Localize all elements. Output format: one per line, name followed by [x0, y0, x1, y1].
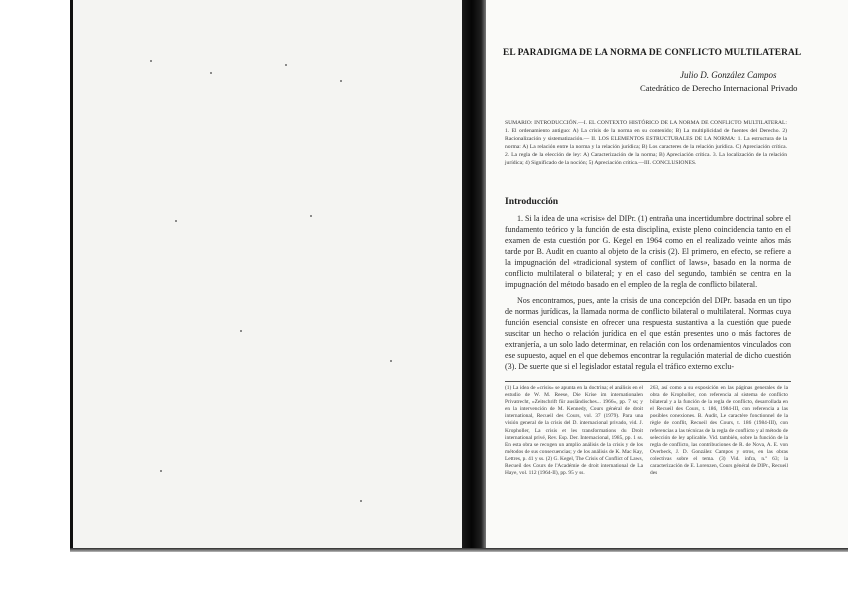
- author-name: Julio D. González Campos: [680, 70, 777, 80]
- article-title: EL PARADIGMA DE LA NORMA DE CONFLICTO MULTILATERAL: [503, 48, 802, 58]
- show-through-speck: [310, 215, 312, 217]
- body-paragraph: 1. Si la idea de una «crisis» del DIPr. (1) entraña una incertidumbre doctrinal sobre el fundamento teórico y la función de esta disciplina, existe pleno coincidencia tanto en el examen de esta cuestión por G. Kegel en 1964 como en el realizado veinte años más tarde por B. Audit en cuanto al objeto de la crisis (2). El primero, en efecto, se refiere a la impugnación del «tradicional system of conflict of laws», basado en la norma de conflicto multilateral o bilateral; y en el caso del segundo, también se centra en la impugnación del método basado en el empleo de la regla de conflicto bilateral.: [505, 214, 791, 289]
- show-through-speck: [175, 220, 177, 222]
- book-gutter: [462, 0, 486, 552]
- show-through-speck: [360, 500, 362, 502]
- section-heading: Introducción: [505, 196, 559, 207]
- show-through-speck: [160, 470, 162, 472]
- footnotes-column-right: 263, así como a su exposición en las páginas generales de la obra de Kropholler, con referencia al sistema de conflicto bilateral y a la función de la regla de conflicto, desarrollada en el Recueil des Cours, t. 186, 1984-III, con referencia a las posibles conexiones. B. Audit, Le caractère fonctionnel de la règle de conflit, Recueil des Cours, t. 186 (1984-III), con referencias a las técnicas de la regla de conflicto y al método de selección de ley aplicable. Vid. también, sobre la función de la regla de conflicto, las contribuciones de R. de Nova, A. E. von Overbeck, J. D. González Campos y otros, en las obras colectivas sobre el tema. (3) Vid. infra, n.º 63; la caracterización de E. Lorenzen, Cours général de DIPr., Recueil des: [650, 385, 788, 477]
- show-through-speck: [240, 330, 242, 332]
- show-through-speck: [210, 72, 212, 74]
- body-paragraph: Nos encontramos, pues, ante la crisis de una concepción del DIPr. basada en un tipo de normas jurídicas, la llamada norma de conflicto bilateral o multilateral. Normas cuya función esencial consiste en ofrecer una respuesta sustantiva a la cuestión que puede suscitar un hecho o relación jurídica en el que están presentes uno o más factores de extranjería, a un solo lado determinar, en relación con los ordenamientos vinculados con ese supuesto, aquel en el que debemos encontrar la regulación material de dicho cuestión (3). De suerte que si el legislador estatal regula el tráfico externo exclu-: [505, 296, 791, 371]
- footnotes-column-left: (1) La idea de «crisis» se apunta en la doctrina; el análisis en el estudio de W. M. Reese, Die Krise im internationalen Privatrecht, «Zeitschrift für ausländisches... 1966», pp. 7 ss; y en la intervención de M. Kennedy, Cours général de droit international, Recueil des Cours, vol. 37 (1979). Para una visión general de la crisis del D. internacional privado, vid. J. Kropholler, La crisis et les transformations du Droit international privé, Rev. Esp. Der. Internacional, 1985, pp. 1 ss. En esta obra se recogen un amplio análisis de la crisis y de los métodos de sus consecuencias; y de los análisis de K. Mac Kay, Lettres, p. 41 y ss. (2) G. Kegel, The Crisis of Conflict of Laws, Recueil des Cours de l'Académie de droit international de La Haye, vol. 112 (1964-II), pp. 95 y ss.: [505, 385, 643, 477]
- show-through-speck: [150, 60, 152, 62]
- author-role: Catedrático de Derecho Internacional Privado: [640, 83, 798, 93]
- page-bottom-shadow: [70, 548, 848, 552]
- show-through-speck: [285, 64, 287, 66]
- show-through-speck: [340, 80, 342, 82]
- show-through-speck: [390, 360, 392, 362]
- article-summary: SUMARIO: INTRODUCCIÓN.—I. EL CONTEXTO HISTÓRICO DE LA NORMA DE CONFLICTO MULTILATERAL: 1. El ordenamiento antiguo: A) La crisis de la norma en su contenido; B) La multiplicidad de fuentes del Derecho. 2) Racionalización y sistematización.— II. LOS ELEMENTOS ESTRUCTURALES DE LA NORMA: 1. La estructura de la norma: A) La relación entre la norma y la relación jurídica; B) Los caracteres de la relación jurídica. C) Apreciación crítica. 2. La regla de la elección de ley: A) Caracterización de la norma; B) Apreciación crítica. 3. La localización de la relación jurídica; 4) Significado de la noción; 5) Apreciación crítica.—III. CONCLUSIONES.: [505, 120, 787, 166]
- left-page-blank: [70, 0, 470, 552]
- left-page-edge: [70, 0, 73, 552]
- footnote-divider: [505, 381, 791, 382]
